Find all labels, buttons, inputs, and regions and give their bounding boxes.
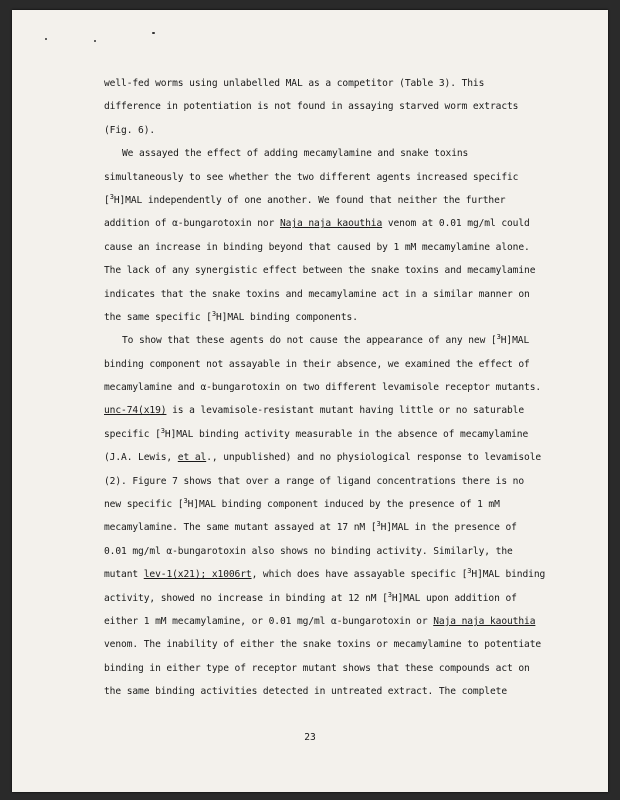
text-span: H]MAL binding components. — [215, 311, 358, 323]
text-line — [104, 212, 572, 235]
text-span: 0.01 mg/ml α-bungarotoxin also shows no binding activity. Similarly, the — [104, 545, 513, 557]
text-line — [104, 657, 572, 680]
text-span: addition of α-bungarotoxin nor — [104, 218, 280, 230]
text-line — [104, 142, 572, 165]
paper-speck — [94, 40, 96, 42]
text-line — [104, 376, 572, 399]
text-span: specific [ — [104, 428, 161, 440]
text-span: [ — [104, 194, 110, 206]
text-line — [104, 470, 572, 493]
text-span: well-fed worms using unlabelled MAL as a competitor (Table 3). This — [104, 78, 485, 89]
text-span: H]MAL upon addition of — [391, 592, 517, 604]
text-span: difference in potentiation is not found in assaying starved worm extracts — [104, 101, 519, 113]
text-span: new specific [ — [104, 499, 184, 511]
text-line — [104, 236, 572, 259]
text-span: H]MAL independently of one another. We found that neither the further — [113, 194, 506, 206]
superscript: 3 — [109, 192, 114, 201]
text-line — [104, 633, 572, 656]
text-span: venom. The inability of either the snake toxins or mecamylamine to potentiate — [104, 639, 542, 651]
text-line — [104, 95, 572, 118]
text-line — [104, 283, 572, 306]
text-line — [104, 119, 572, 142]
text-span: H]MAL — [500, 335, 530, 347]
superscript: 3 — [496, 333, 501, 342]
text-span: H]MAL in the presence of — [380, 522, 517, 534]
text-line — [104, 540, 572, 563]
text-span: mutant — [104, 569, 144, 581]
superscript: 3 — [376, 520, 381, 529]
underlined-text: unc-74(x19) — [104, 405, 167, 417]
text-line — [104, 680, 572, 703]
text-span: , which does have assayable specific [ — [251, 569, 468, 581]
text-line — [104, 72, 572, 95]
text-span: simultaneously to see whether the two different agents increased specific — [104, 171, 519, 183]
text-line — [104, 353, 572, 376]
text-line — [104, 610, 572, 633]
text-line — [104, 399, 572, 422]
text-span: venom at 0.01 mg/ml could — [382, 218, 530, 230]
underlined-text: lev-1(x21); x1006rt — [143, 569, 252, 581]
text-span: mecamylamine. The same mutant assayed at 17 nM [ — [104, 522, 377, 534]
text-line — [104, 329, 572, 352]
text-span: To show that these agents do not cause the appearance of any new [ — [122, 335, 497, 347]
paper-speck — [45, 38, 47, 40]
paper-speck — [152, 32, 155, 34]
text-span: mecamylamine and α-bungarotoxin on two different levamisole receptor mutants. — [104, 382, 542, 394]
text-line — [104, 587, 572, 610]
text-line — [104, 306, 572, 329]
superscript: 3 — [211, 309, 216, 318]
superscript: 3 — [160, 426, 165, 435]
text-span: indicates that the snake toxins and mecamylamine act in a similar manner on — [104, 288, 530, 300]
superscript: 3 — [387, 590, 392, 599]
text-span: ., unpublished) and no physiological response to levamisole — [206, 452, 542, 464]
text-line — [104, 259, 572, 282]
text-span: activity, showed no increase in binding at 12 nM [ — [104, 592, 388, 604]
underlined-text: Naja naja kaouthia — [433, 615, 536, 627]
text-span: We assayed the effect of adding mecamylamine and snake toxins — [122, 148, 469, 160]
text-span: is a levamisole-resistant mutant having little or no saturable — [166, 405, 525, 417]
text-span: either 1 mM mecamylamine, or 0.01 mg/ml α-bungarotoxin or — [104, 615, 434, 627]
text-span: H]MAL binding activity measurable in the absence of mecamylamine — [164, 428, 529, 440]
text-line — [104, 189, 572, 212]
underlined-text: Naja naja kaouthia — [279, 218, 383, 230]
text-span: binding component not assayable in their absence, we examined the effect of — [104, 358, 530, 370]
text-line — [104, 166, 572, 189]
text-span: the same specific [ — [104, 311, 212, 323]
text-span: (J.A. Lewis, — [104, 452, 178, 464]
text-span: the same binding activities detected in untreated extract. The complete — [104, 686, 507, 698]
page-number: 23 — [304, 732, 316, 743]
text-span: (Fig. 6). — [104, 124, 156, 136]
superscript: 3 — [467, 567, 472, 576]
text-line — [104, 563, 572, 586]
text-line — [104, 516, 572, 539]
text-line — [104, 446, 572, 469]
text-span: (2). Figure 7 shows that over a range of ligand concentrations there is no — [104, 475, 525, 487]
text-span: binding in either type of receptor mutant shows that these compounds act on — [104, 662, 530, 674]
underlined-text: et al — [177, 452, 207, 464]
text-span: H]MAL binding — [471, 569, 546, 581]
document-page — [12, 10, 608, 792]
text-span: cause an increase in binding beyond that caused by 1 mM mecamylamine alone. — [104, 241, 530, 253]
text-span: H]MAL binding component induced by the presence of 1 mM — [187, 499, 500, 511]
text-line — [104, 423, 572, 446]
text-span: The lack of any synergistic effect between the snake toxins and mecamylamine — [104, 265, 536, 277]
superscript: 3 — [183, 497, 188, 506]
body-text — [104, 72, 572, 704]
text-line — [104, 493, 572, 516]
